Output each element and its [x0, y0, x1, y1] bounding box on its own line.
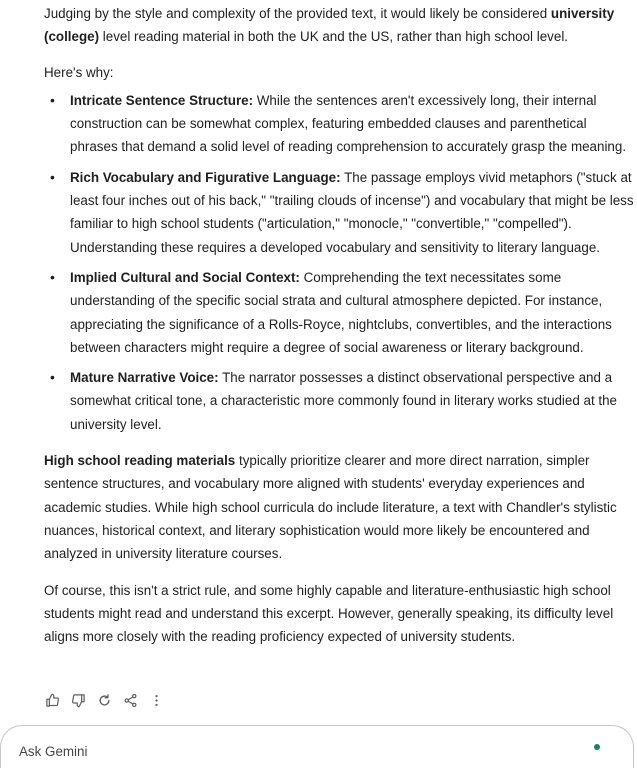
- thumbs-down-icon[interactable]: [70, 692, 86, 708]
- caveat-paragraph: Of course, this isn't a strict rule, and some highly capable and literature-enthusiastic high school students might read and understand this excerpt. However, generally speaking, its difficulty level aligns more closely with the reading proficiency expected of university students.: [44, 582, 614, 645]
- reason-title: Rich Vocabulary and Figurative Language:: [70, 169, 341, 185]
- regenerate-icon[interactable]: [96, 692, 112, 708]
- bullet-icon: •: [50, 91, 55, 108]
- status-dot-icon: [594, 744, 600, 750]
- high-school-paragraph: [44, 449, 636, 565]
- high-school-bold: High school reading materials: [44, 453, 236, 469]
- bullet-icon: •: [50, 369, 55, 386]
- thumbs-up-icon[interactable]: [44, 692, 60, 708]
- list-item: [44, 266, 636, 359]
- list-item: [44, 366, 636, 436]
- bullet-icon: •: [50, 168, 55, 185]
- reason-text: The narrator possesses a distinct observational perspective and a somewhat critical tone, a characteristic more commonly found in literary works studied at the university level.: [70, 370, 618, 432]
- more-vert-icon[interactable]: [148, 692, 164, 708]
- reason-text: Comprehending the text necessitates some understanding of the specific social strata and cultural atmosphere depicted. For instance, appreciating the significance of a Rolls-Royce, nightclubs, convertibles, and the interactions between characters might require a degree of social awareness or literary background.: [70, 269, 612, 355]
- reason-text: The passage employs vivid metaphors ("stuck at least four inches out of his back," "trailing clouds of incense") and vocabulary that might be less familiar to high school students ("articulation," "monocle," "convertible," "compelled"). Understanding these requires a developed vocabulary and sensitivity to literary language.: [70, 169, 634, 255]
- reason-title: Implied Cultural and Social Context:: [70, 269, 300, 285]
- bullet-icon: •: [50, 268, 55, 285]
- share-icon[interactable]: [122, 692, 138, 708]
- reasons-list: [44, 89, 636, 436]
- intro-paragraph: [44, 2, 636, 49]
- response-actions: [44, 692, 164, 708]
- reason-title: Mature Narrative Voice:: [70, 370, 219, 386]
- list-item: [44, 166, 636, 259]
- prompt-input-placeholder[interactable]: Ask Gemini: [19, 744, 88, 759]
- intro-text-before: Judging by the style and complexity of the provided text, it would likely be considered: [44, 6, 551, 21]
- high-school-text: typically prioritize clearer and more direct narration, simpler sentence structures, and vocabulary more aligned with students' everyday experiences and academic studies. While high school curricula do include literature, a text with Chandler's stylistic nuances, historical context, and literary sophistication would more likely be encountered and analyzed in university literature courses.: [44, 453, 617, 562]
- why-heading: Here's why:: [44, 64, 114, 80]
- reason-title: Intricate Sentence Structure:: [70, 92, 254, 108]
- intro-text-bold: university (college): [44, 6, 615, 45]
- response-content: [44, 2, 636, 648]
- intro-text-after: level reading material in both the UK and the US, rather than high school level.: [99, 29, 569, 45]
- prompt-input-bar[interactable]: [0, 725, 634, 768]
- reason-text: While the sentences aren't excessively long, their internal construction can be somewhat complex, featuring embedded clauses and parenthetical phrases that demand a solid level of reading comprehension to accurately grasp the meaning.: [70, 92, 627, 155]
- list-item: [44, 89, 636, 159]
